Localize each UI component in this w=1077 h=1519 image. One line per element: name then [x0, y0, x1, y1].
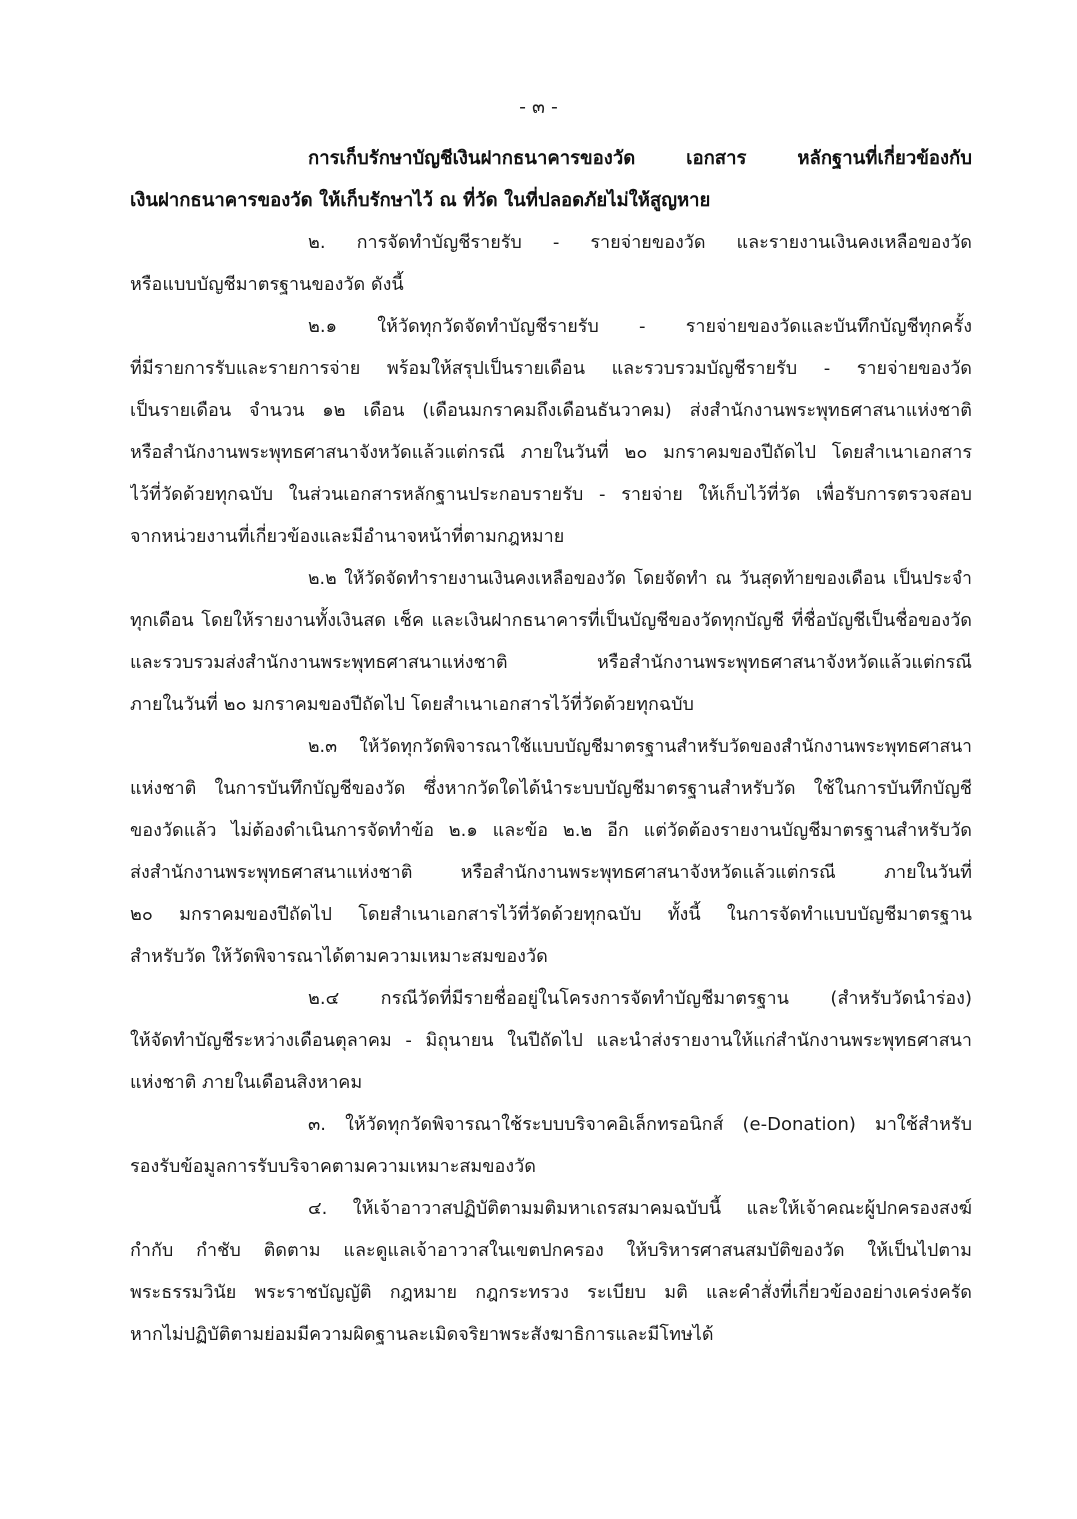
text-line: หากไม่ปฏิบัติตามย่อมมีความผิดฐานละเมิดจริยาพระสังฆาธิการและมีโทษได้ — [130, 1324, 714, 1345]
text-line: ๒.๔ กรณีวัดที่มีรายชื่ออยู่ในโครงการจัดทำบัญชีมาตรฐาน (สำหรับวัดนำร่อง) — [308, 988, 972, 1009]
text-line: แห่งชาติ ในการบันทึกบัญชีของวัด ซึ่งหากวัดใดได้นำระบบบัญชีมาตรฐานสำหรับวัด ใช้ในการบันทึกบัญชี — [130, 778, 972, 799]
text-line: ๓. ให้วัดทุกวัดพิจารณาใช้ระบบบริจาคอิเล็กทรอนิกส์ (e-Donation) มาใช้สำหรับ — [308, 1114, 972, 1135]
text-line: สำหรับวัด ให้วัดพิจารณาได้ตามความเหมาะสมของวัด — [130, 946, 548, 967]
heading-line: เงินฝากธนาคารของวัด ให้เก็บรักษาไว้ ณ ที่วัด ในที่ปลอดภัยไม่ให้สูญหาย — [130, 190, 711, 211]
text-line: ไว้ที่วัดด้วยทุกฉบับ ในส่วนเอกสารหลักฐานประกอบรายรับ - รายจ่าย ให้เก็บไว้ที่วัด เพื่อรับการตรวจสอบ — [130, 484, 972, 505]
page-number: - ๓ - — [519, 96, 558, 118]
text-line: จากหน่วยงานที่เกี่ยวข้องและมีอำนาจหน้าที่ตามกฎหมาย — [130, 526, 565, 547]
text-line: ๒.๓ ให้วัดทุกวัดพิจารณาใช้แบบบัญชีมาตรฐานสำหรับวัดของสำนักงานพระพุทธศาสนา — [308, 737, 972, 757]
text-line: รองรับข้อมูลการรับบริจาคตามความเหมาะสมของวัด — [130, 1156, 536, 1177]
heading-line: การเก็บรักษาบัญชีเงินฝากธนาคารของวัด เอกสาร หลักฐานที่เกี่ยวข้องกับ — [308, 148, 972, 169]
text-line: ๒.๒ ให้วัดจัดทำรายงานเงินคงเหลือของวัด โดยจัดทำ ณ วันสุดท้ายของเดือน เป็นประจำ — [308, 569, 972, 589]
text-line: ส่งสำนักงานพระพุทธศาสนาแห่งชาติ หรือสำนักงานพระพุทธศาสนาจังหวัดแล้วแต่กรณี ภายในวันที่ — [130, 862, 972, 883]
text-line: ที่มีรายการรับและรายการจ่าย พร้อมให้สรุปเป็นรายเดือน และรวบรวมบัญชีรายรับ - รายจ่ายของวัด — [130, 358, 972, 379]
text-line: กำกับ กำชับ ติดตาม และดูแลเจ้าอาวาสในเขตปกครอง ให้บริหารศาสนสมบัติของวัด ให้เป็นไปตาม — [130, 1240, 972, 1261]
document-body — [130, 138, 972, 1356]
text-line: ๒๐ มกราคมของปีถัดไป โดยสำเนาเอกสารไว้ที่วัดด้วยทุกฉบับ ทั้งนี้ ในการจัดทำแบบบัญชีมาตรฐาน — [130, 904, 972, 925]
text-line: ๒.๑ ให้วัดทุกวัดจัดทำบัญชีรายรับ - รายจ่ายของวัดและบันทึกบัญชีทุกครั้ง — [308, 316, 972, 337]
text-line: ๒. การจัดทำบัญชีรายรับ - รายจ่ายของวัด และรายงานเงินคงเหลือของวัด — [308, 232, 972, 253]
text-line: พระธรรมวินัย พระราชบัญญัติ กฎหมาย กฎกระทรวง ระเบียบ มติ และคำสั่งที่เกี่ยวข้องอย่างเคร่งครัด — [130, 1282, 972, 1303]
text-line: และรวบรวมส่งสำนักงานพระพุทธศาสนาแห่งชาติ หรือสำนักงานพระพุทธศาสนาจังหวัดแล้วแต่กรณี — [130, 652, 972, 673]
text-line: เป็นรายเดือน จำนวน ๑๒ เดือน (เดือนมกราคมถึงเดือนธันวาคม) ส่งสำนักงานพระพุทธศาสนาแห่งชาติ — [130, 400, 972, 421]
text-line: ทุกเดือน โดยให้รายงานทั้งเงินสด เช็ค และเงินฝากธนาคารที่เป็นบัญชีของวัดทุกบัญชี ที่ชื่อบัญชีเป็นชื่อของวัด — [130, 610, 972, 631]
text-line: ของวัดแล้ว ไม่ต้องดำเนินการจัดทำข้อ ๒.๑ และข้อ ๒.๒ อีก แต่วัดต้องรายงานบัญชีมาตรฐานสำหรับวัด — [130, 820, 972, 841]
text-line: หรือสำนักงานพระพุทธศาสนาจังหวัดแล้วแต่กรณี ภายในวันที่ ๒๐ มกราคมของปีถัดไป โดยสำเนาเอกสาร — [130, 442, 972, 463]
text-line: แห่งชาติ ภายในเดือนสิงหาคม — [130, 1072, 363, 1093]
text-line: ๔. ให้เจ้าอาวาสปฏิบัติตามมติมหาเถรสมาคมฉบับนี้ และให้เจ้าคณะผู้ปกครองสงฆ์ — [308, 1198, 972, 1219]
text-line: ภายในวันที่ ๒๐ มกราคมของปีถัดไป โดยสำเนาเอกสารไว้ที่วัดด้วยทุกฉบับ — [130, 694, 694, 715]
text-line: หรือแบบบัญชีมาตรฐานของวัด ดังนี้ — [130, 274, 404, 295]
text-line: ให้จัดทำบัญชีระหว่างเดือนตุลาคม - มิถุนายน ในปีถัดไป และนำส่งรายงานให้แก่สำนักงานพระพุทธศาสนา — [130, 1030, 972, 1051]
